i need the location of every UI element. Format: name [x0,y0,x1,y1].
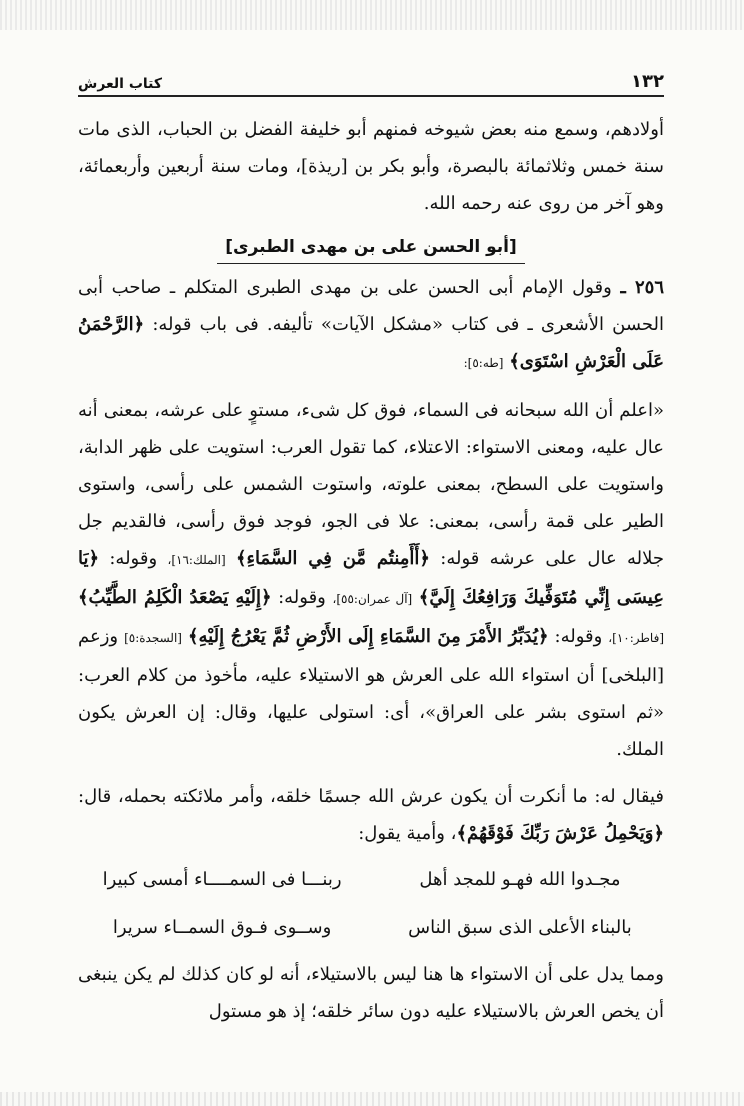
quran-reference: [فاطر:١٠]، [608,631,665,645]
book-page [78,70,664,1090]
passage-text: وقوله: [278,587,326,608]
quran-quote: ﴿يُدَبِّرُ الأَمْرَ مِنَ السَّمَاءِ إِلَى الأَرْضِ ثُمَّ يَعْرُجُ إِلَيْهِ﴾ [187,626,549,647]
quran-reference: [الملك:١٦]، [167,553,226,567]
page-header [78,70,664,97]
page-body [78,111,664,1030]
quran-reference: [طه:٥]: [463,356,504,370]
paragraph-1: أولادهم، وسمع منه بعض شيوخه فمنهم أبو خليفة الفضل بن الحباب، الذى مات سنة خمس وثلاثمائة بالبصرة، وأبو بكر بن [ريذة]، ومات سنة أربعين وأربعمائة، وهو آخر من روى عنه رحمه الله. [78,119,664,214]
section-heading-text: [أبو الحسن على بن مهدى الطبرى] [217,231,525,264]
reply-text: فيقال له: ما أنكرت أن يكون عرش الله جسمًا خلقه، وأمر ملائكته بحمله، قال: [78,786,664,807]
section-heading [78,228,664,265]
quran-quote: ﴿وَيَحْمِلُ عَرْشَ رَبِّكَ فَوْقَهُمْ﴾ [456,823,664,844]
verse-hemistich-second: ربنـــا فى السمــــاء أمسى كبيرا [102,869,342,890]
quoted-passage [78,392,664,768]
quran-quote: ﴿يَا عِيسَى إِنِّي مُتَوَفِّيكَ وَرَافِعُكَ إِلَيَّ﴾ [78,548,664,608]
verse-hemistich-first: بالبناء الأعلى الذى سبق الناس [408,917,632,938]
quran-quote: ﴿إِلَيْهِ يَصْعَدُ الْكَلِمُ الطَّيِّبُ﴾ [78,587,272,608]
scan-top-edge [0,0,744,30]
paragraph-final: ومما يدل على أن الاستواء ها هنا ليس بالاستيلاء، أنه لو كان كذلك لم يكن ينبغى أن يخص العرش بالاستيلاء عليه دون سائر خلقه؛ إذ هو مستول [78,964,664,1022]
scan-bottom-edge [0,1092,744,1106]
quran-quote: ﴿الرَّحْمَنُ عَلَى الْعَرْشِ اسْتَوَى﴾ [78,314,664,372]
reply-text: ، وأمية يقول: [358,823,457,844]
passage-text: وقوله: [554,626,603,647]
quran-quote: ﴿أَأَمِنتُم مَّن فِي السَّمَاءِ﴾ [235,548,430,569]
paragraph-256 [78,269,664,382]
paragraph-text: وقول الإمام أبى الحسن على بن مهدى الطبرى المتكلم ـ صاحب أبى الحسن الأشعرى ـ فى كتاب «مشكل الآيات» تأليفه. فى باب قوله: [78,277,664,335]
quran-reference: [السجدة:٥] [124,631,182,645]
verse-hemistich-second: وســوى فـوق السمــاء سريرا [112,917,332,938]
verse-hemistich-first: مجـدوا الله فهـو للمجد أهل [419,869,621,890]
poem-verse-1 [78,860,664,900]
passage-text: «اعلم أن الله سبحانه فى السماء، فوق كل شىء، مستوٍ على عرشه، بمعنى أنه عال عليه، ومعنى الاستواء: الاعتلاء، كما تقول العرب: استويت على ظهر الدابة، واستويت على السطح، بمعنى علوته، واستوت الشمس على رأسى، واستوى الطير على قمة رأسى، بمعنى: علا فى الجو، فوجد فوق رأسى، فالقديم جل جلاله عال على عرشه قوله: [78,400,664,569]
running-title: كتاب العرش [78,76,163,92]
page-number: ١٣٢ [631,71,664,92]
quran-reference: [آل عمران:٥٥]، [332,592,413,606]
paragraph-reply [78,778,664,852]
paragraph-number: ٢٥٦ ـ [620,277,664,298]
passage-text: وزعم [البلخى] أن استواء الله على العرش هو الاستيلاء عليه، مأخوذ من كلام العرب: «ثم استوى بشر على العراق»، أى: استولى عليها، وقال: إن العرش يكون الملك. [78,626,664,760]
poem-verse-2 [78,908,664,948]
passage-text: وقوله: [109,548,158,569]
